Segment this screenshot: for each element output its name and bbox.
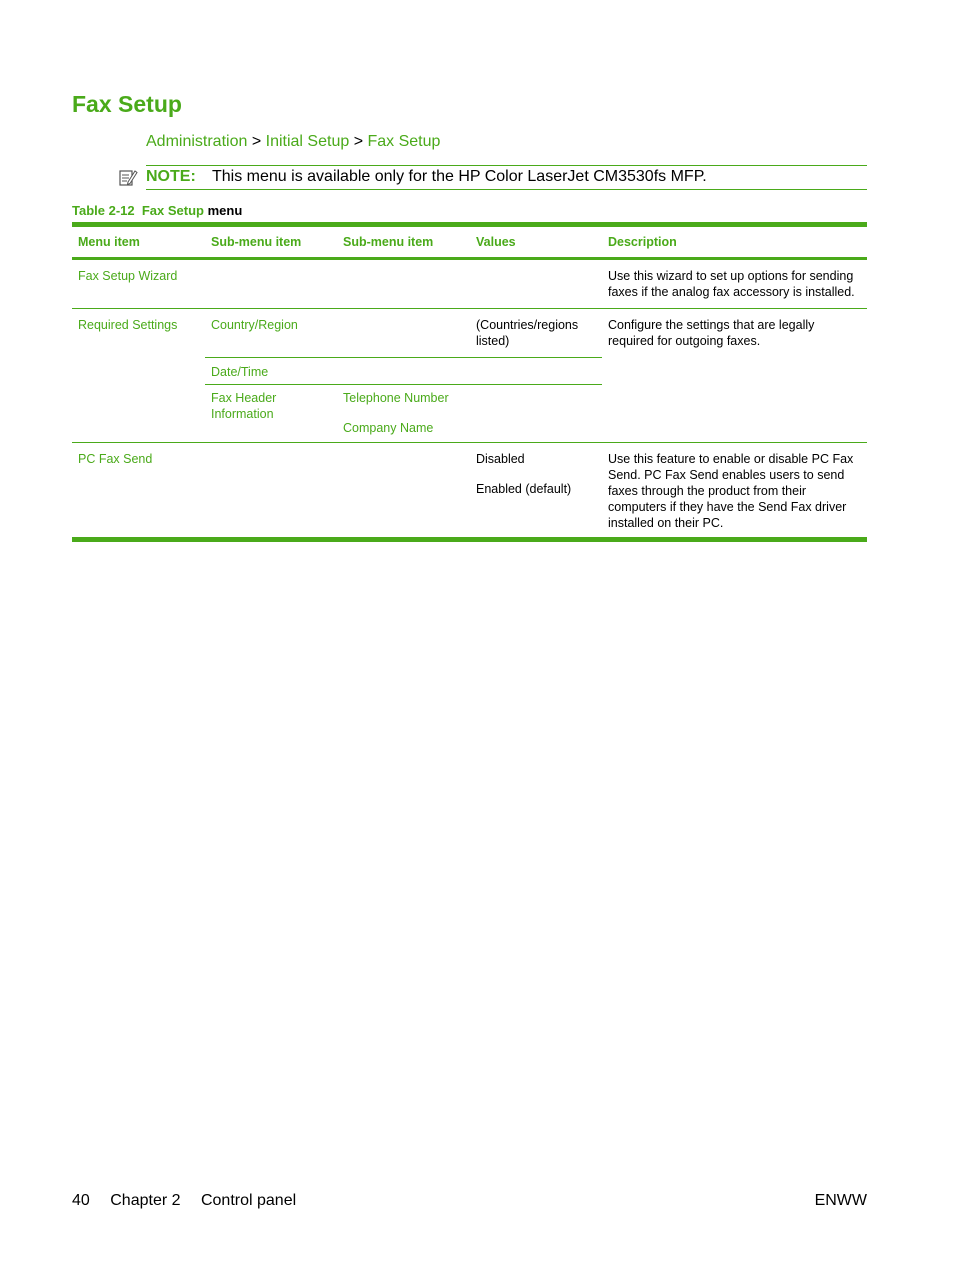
empty-cell bbox=[337, 259, 470, 309]
value-disabled[interactable]: Disabled bbox=[476, 452, 525, 466]
submenu-telephone-number[interactable]: Telephone Number bbox=[343, 391, 449, 405]
breadcrumb-fax-setup[interactable]: Fax Setup bbox=[367, 133, 441, 150]
page-footer bbox=[72, 1192, 867, 1210]
submenu-country-region[interactable]: Country/Region bbox=[205, 309, 337, 358]
value-enabled[interactable]: Enabled bbox=[476, 482, 522, 496]
description-text: . bbox=[637, 468, 641, 482]
footer-section: Control panel bbox=[200, 1192, 297, 1209]
table-row bbox=[72, 259, 867, 309]
table-caption-number: Table 2-12 bbox=[72, 203, 135, 218]
footer-chapter: Chapter 2 bbox=[110, 1192, 181, 1209]
empty-cell bbox=[470, 358, 602, 385]
breadcrumb-separator: > bbox=[251, 133, 262, 150]
fax-setup-menu-table bbox=[72, 222, 867, 542]
submenu-fax-header-options bbox=[337, 385, 470, 443]
empty-cell bbox=[337, 309, 470, 358]
empty-cell bbox=[470, 385, 602, 443]
empty-cell bbox=[337, 358, 470, 385]
page-title: Fax Setup bbox=[72, 91, 182, 117]
table-caption-name: Fax Setup bbox=[141, 203, 204, 218]
value-countries-listed: (Countries/regions listed) bbox=[470, 309, 602, 358]
footer-enww: ENWW bbox=[814, 1192, 867, 1209]
header-values: Values bbox=[470, 227, 602, 259]
empty-cell bbox=[470, 259, 602, 309]
menu-item-fax-setup-wizard[interactable]: Fax Setup Wizard bbox=[72, 259, 205, 309]
table-caption-suffix: menu bbox=[207, 203, 243, 218]
table-bottom-bar bbox=[72, 537, 867, 542]
note-bottom-rule bbox=[146, 189, 867, 190]
table-row bbox=[72, 443, 867, 538]
footer-page-number: 40 bbox=[72, 1192, 90, 1209]
empty-cell bbox=[337, 443, 470, 538]
table-header-row bbox=[72, 227, 867, 259]
header-menu-item: Menu item bbox=[72, 227, 205, 259]
empty-cell bbox=[205, 443, 337, 538]
submenu-company-name[interactable]: Company Name bbox=[343, 421, 434, 435]
description-text: enables users to send faxes through the product from their computers if they have the Send Fax driver installed on their PC. bbox=[608, 468, 847, 530]
table-row bbox=[72, 309, 867, 358]
submenu-fax-header-information[interactable]: Fax Header Information bbox=[205, 385, 337, 443]
table-caption bbox=[72, 203, 242, 218]
description-fax-setup-wizard: Use this wizard to set up options for sending faxes if the analog fax accessory is installed. bbox=[602, 259, 867, 309]
values-pc-fax-send bbox=[470, 443, 602, 538]
menu-item-required-settings[interactable]: Required Settings bbox=[72, 309, 205, 443]
empty-cell bbox=[205, 259, 337, 309]
breadcrumb-administration[interactable]: Administration bbox=[146, 133, 248, 150]
note-text: This menu is available only for the HP Color LaserJet CM3530fs MFP. bbox=[212, 168, 707, 185]
description-link-pc-fax-send[interactable]: PC Fax Send bbox=[608, 452, 854, 482]
breadcrumb-separator: > bbox=[353, 133, 364, 150]
breadcrumb-initial-setup[interactable]: Initial Setup bbox=[265, 133, 350, 150]
menu-item-pc-fax-send[interactable]: PC Fax Send bbox=[78, 452, 153, 466]
header-description: Description bbox=[602, 227, 867, 259]
description-link-pc-fax-send-2[interactable]: PC Fax Send bbox=[644, 468, 719, 482]
submenu-date-time[interactable]: Date/Time bbox=[205, 358, 337, 385]
note-top-rule bbox=[146, 165, 867, 166]
value-enabled-row bbox=[476, 481, 596, 497]
description-required-settings: Configure the settings that are legally required for outgoing faxes. bbox=[602, 309, 867, 443]
note-box bbox=[118, 165, 867, 189]
note-label: NOTE: bbox=[146, 168, 196, 185]
note-icon bbox=[118, 168, 138, 187]
value-enabled-default: (default) bbox=[525, 482, 572, 496]
description-text: Use this feature to enable or disable bbox=[608, 452, 809, 466]
breadcrumb bbox=[146, 133, 440, 151]
description-pc-fax-send bbox=[602, 443, 867, 538]
header-sub-menu-item: Sub-menu item bbox=[205, 227, 337, 259]
header-sub-menu-item-2: Sub-menu item bbox=[337, 227, 470, 259]
